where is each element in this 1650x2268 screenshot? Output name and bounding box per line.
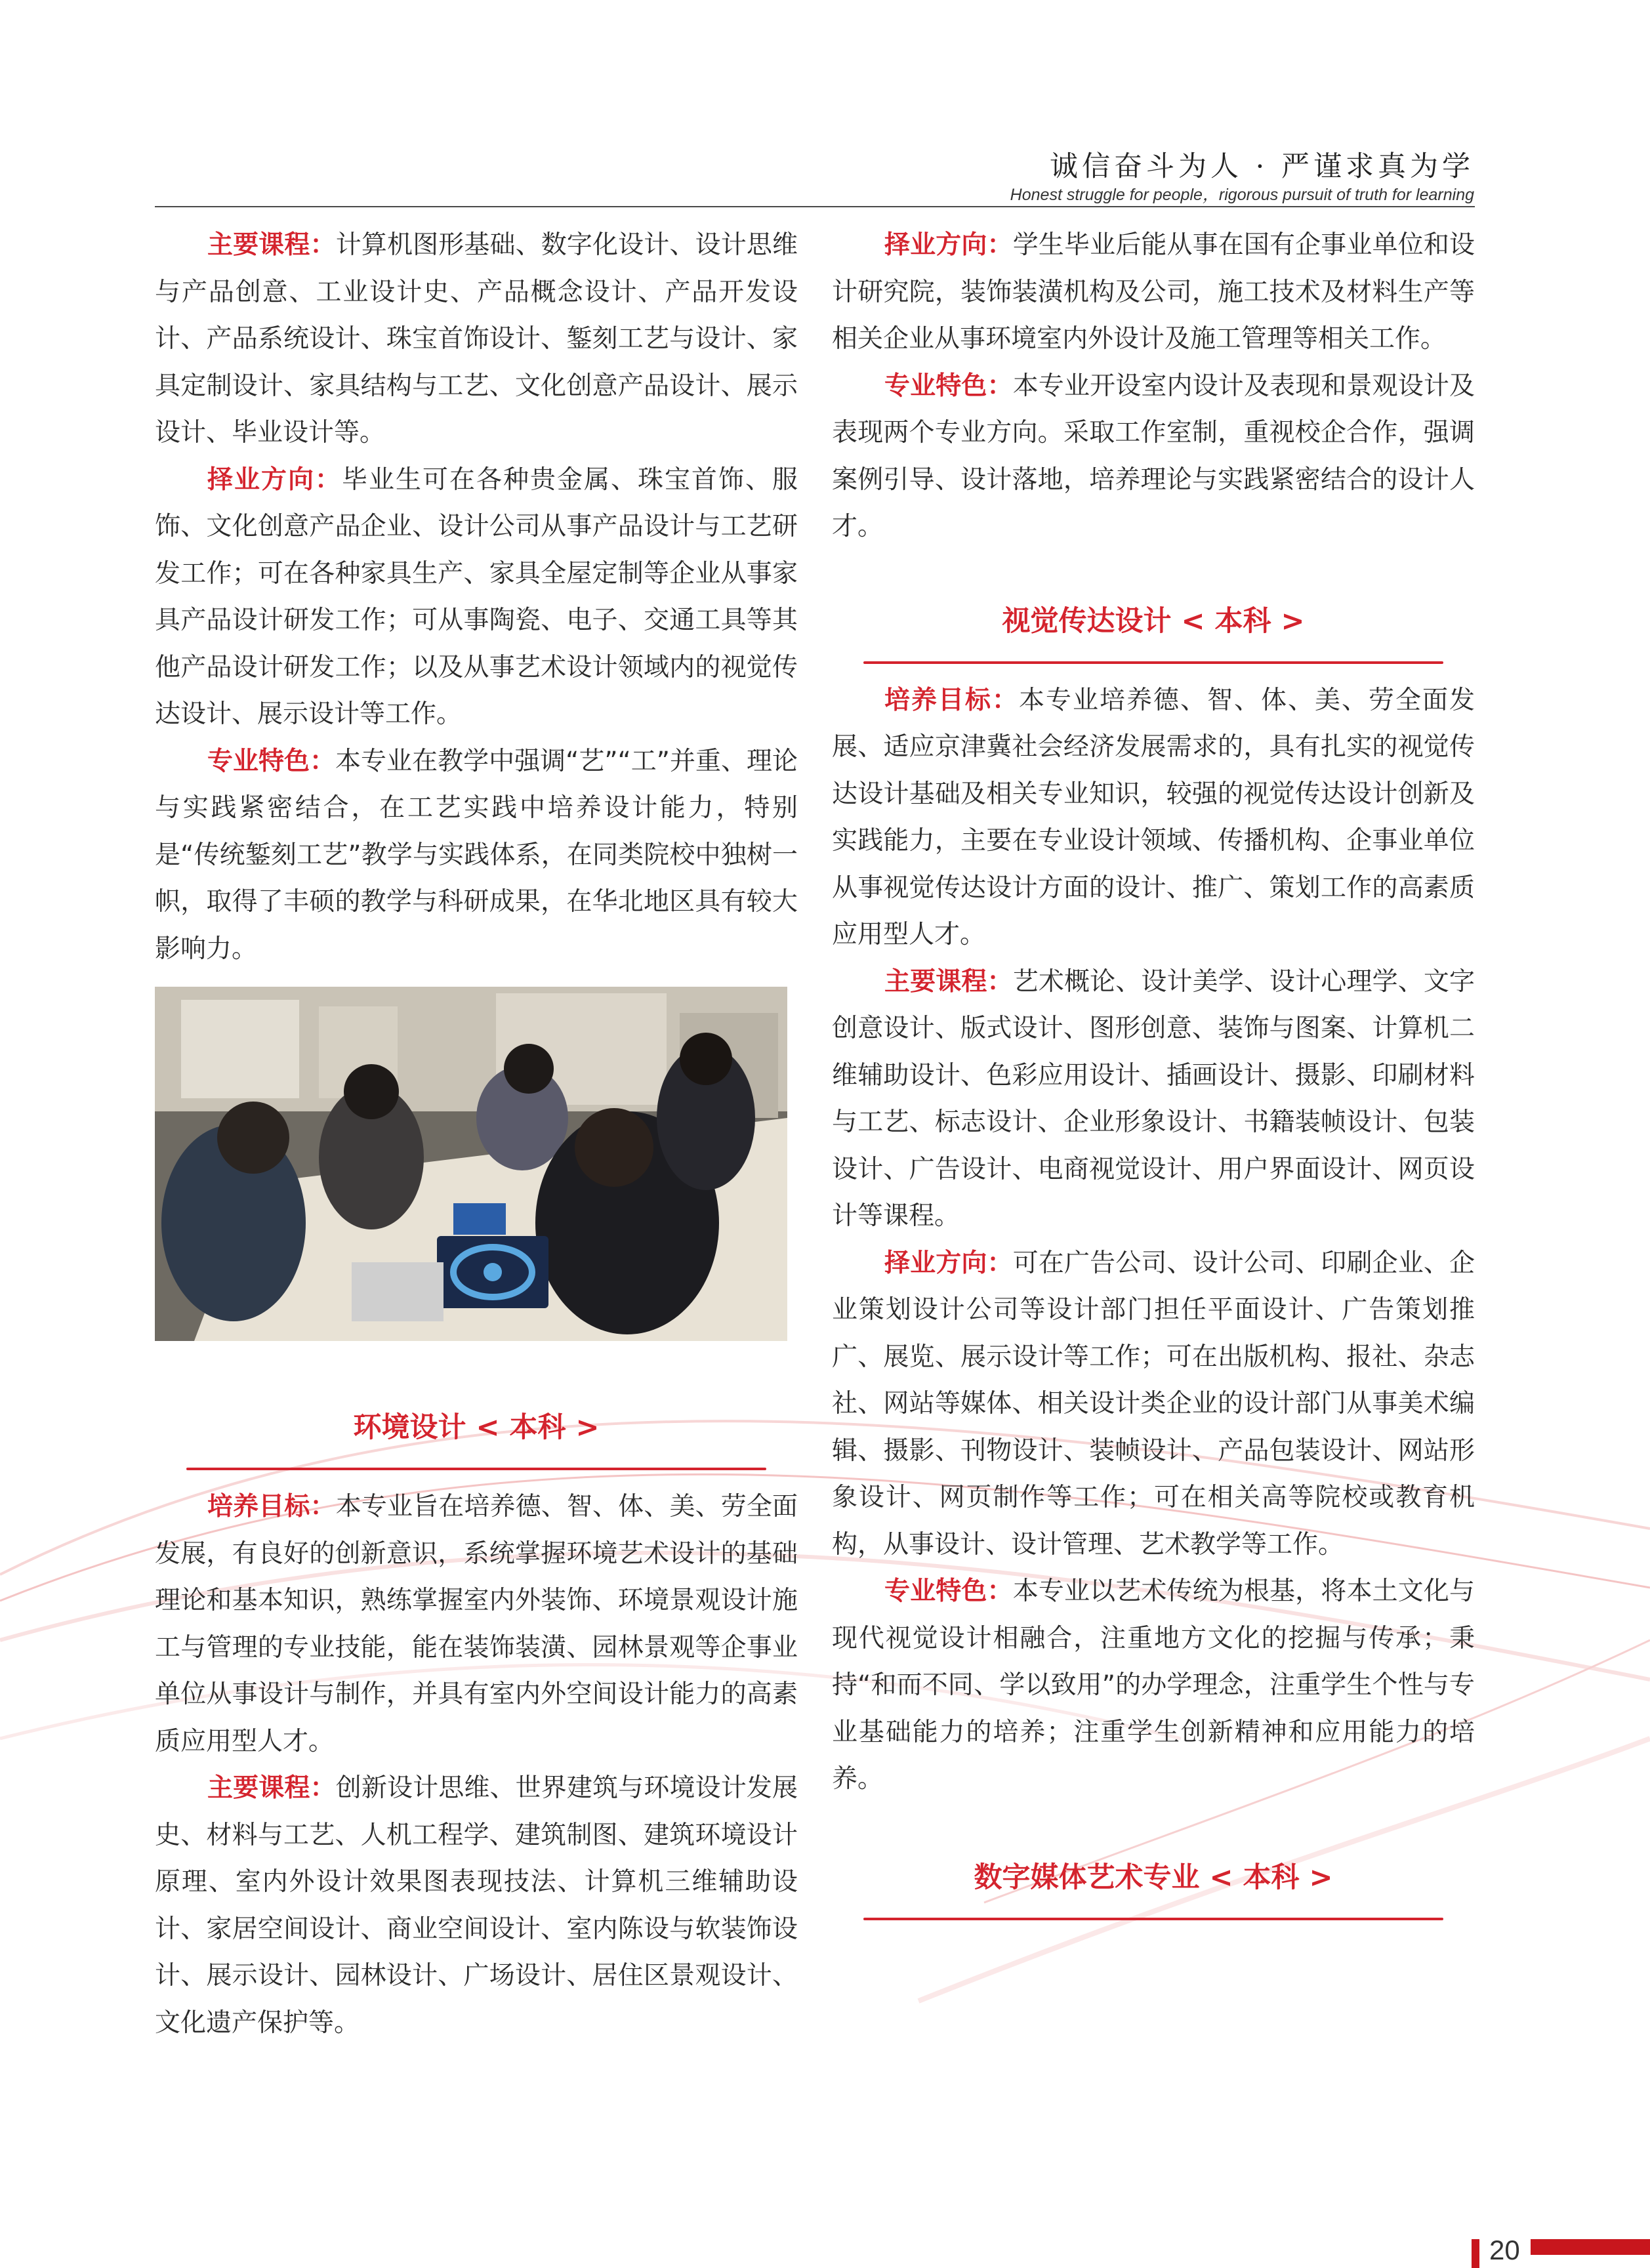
section-visual-communication (832, 599, 1475, 664)
paragraph-courses (155, 222, 798, 457)
section-rule-digital-media (863, 1918, 1443, 1920)
label-career: 择业方向： (207, 464, 342, 495)
paragraph-vis-goal (832, 677, 1475, 959)
label-env-career: 择业方向： (884, 230, 1013, 260)
text-env-goal: 本专业旨在培养德、智、体、美、劳全面发展，有良好的创新意识，系统掌握环境艺术设计的基础理论和基本知识，熟练掌握室内外装饰、环境景观设计施工与管理的专业技能，能在装饰装潢、园林景观等企事业单位从事设计与制作，并具有室内外空间设计能力的高素质应用型人才。 (155, 1492, 798, 1756)
motto-english: Honest struggle for people，rigorous pursuit of truth for learning (1010, 186, 1474, 204)
paragraph-env-goal (155, 1483, 798, 1765)
section-digital-media (832, 1855, 1475, 1920)
section-title-digital-media: 数字媒体艺术专业 < 本科 > (974, 1861, 1333, 1894)
page-footer-band (1531, 2239, 1650, 2255)
label-features: 专业特色： (207, 746, 336, 776)
page-number: 20 (1489, 2235, 1520, 2265)
section-environment-design (155, 1405, 798, 1470)
label-vis-features: 专业特色： (884, 1577, 1013, 1606)
section-title-visual: 视觉传达设计 < 本科 > (1002, 604, 1305, 638)
paragraph-env-courses (155, 1765, 798, 2046)
text-features: 本专业在教学中强调“艺”“工”并重、理论与实践紧密结合，在工艺实践中培养设计能力，特别是“传统錾刻工艺”教学与实践体系，在同类院校中独树一帜，取得了丰硕的教学与科研成果，在华北地区具有较大影响力。 (155, 746, 798, 964)
motto-chinese: 诚信奋斗为人 · 严谨求真为学 (1049, 150, 1474, 183)
label-main-courses: 主要课程： (207, 230, 336, 260)
text-env-courses: 创新设计思维、世界建筑与环境设计发展史、材料与工艺、人机工程学、建筑制图、建筑环境设计原理、室内外设计效果图表现技法、计算机三维辅助设计、家居空间设计、商业空间设计、室内陈设与软装饰设计、展示设计、园林设计、广场设计、居住区景观设计、文化遗产保护等。 (155, 1773, 798, 2038)
page-marker-bar (1472, 2239, 1479, 2268)
section-rule-visual (863, 661, 1443, 664)
paragraph-vis-courses (832, 959, 1475, 1240)
paragraph-features (155, 738, 798, 973)
text-env-career: 学生毕业后能从事在国有企事业单位和设计研究院，装饰装潢机构及公司，施工技术及材料生产等相关企业从事环境室内外设计及施工管理等相关工作。 (832, 230, 1475, 354)
paragraph-env-features (832, 363, 1475, 550)
paragraph-vis-career (832, 1240, 1475, 1569)
paragraph-env-career (832, 222, 1475, 363)
motto-block (1010, 150, 1474, 205)
left-column (155, 222, 798, 2046)
text-career: 毕业生可在各种贵金属、珠宝首饰、服饰、文化创意产品企业、设计公司从事产品设计与工艺研发工作；可在各种家具生产、家具全屋定制等企业从事家具产品设计研发工作；可从事陶瓷、电子、交通工具等其他产品设计研发工作；以及从事艺术设计领域内的视觉传达设计、展示设计等工作。 (155, 464, 798, 729)
text-vis-career: 可在广告公司、设计公司、印刷企业、企业策划设计公司等设计部门担任平面设计、广告策划推广、展览、展示设计等工作；可在出版机构、报社、杂志社、网站等媒体、相关设计类企业的设计部门从事美术编辑、摄影、刊物设计、装帧设计、产品包装设计、网站形象设计、网页制作等工作；可在相关高等院校或教育机构，从事设计、设计管理、艺术教学等工作。 (832, 1248, 1475, 1559)
text-vis-goal: 本专业培养德、智、体、美、劳全面发展、适应京津冀社会经济发展需求的，具有扎实的视觉传达设计基础及相关专业知识，较强的视觉传达设计创新及实践能力，主要在专业设计领域、传播机构、企事业单位从事视觉传达设计方面的设计、推广、策划工作的高素质应用型人才。 (832, 685, 1475, 949)
text-env-features: 本专业开设室内设计及表现和景观设计及表现两个专业方向。采取工作室制，重视校企合作，强调案例引导、设计落地，培养理论与实践紧密结合的设计人才。 (832, 371, 1475, 541)
classroom-photo (155, 987, 787, 1341)
label-vis-courses: 主要课程： (884, 966, 1013, 997)
right-column (832, 222, 1475, 1920)
label-vis-goal: 培养目标： (884, 685, 1019, 715)
text-vis-courses: 艺术概论、设计美学、设计心理学、文字创意设计、版式设计、图形创意、装饰与图案、计算机二维辅助设计、色彩应用设计、插画设计、摄影、印刷材料与工艺、标志设计、企业形象设计、书籍装帧设计、包装设计、广告设计、电商视觉设计、用户界面设计、网页设计等课程。 (832, 966, 1475, 1231)
header-divider (155, 206, 1475, 207)
label-vis-career: 择业方向： (884, 1248, 1013, 1278)
section-rule-environment (186, 1468, 766, 1470)
paragraph-vis-features (832, 1568, 1475, 1803)
section-title-environment: 环境设计 < 本科 > (353, 1411, 600, 1444)
label-env-courses: 主要课程： (207, 1773, 336, 1803)
text-main-courses: 计算机图形基础、数字化设计、设计思维与产品创意、工业设计史、产品概念设计、产品开发设计、产品系统设计、珠宝首饰设计、錾刻工艺与设计、家具定制设计、家具结构与工艺、文化创意产品设计、展示设计、毕业设计等。 (155, 230, 798, 447)
paragraph-career (155, 457, 798, 738)
text-vis-features: 本专业以艺术传统为根基，将本土文化与现代视觉设计相融合，注重地方文化的挖掘与传承；秉持“和而不同、学以致用”的办学理念，注重学生个性与专业基础能力的培养；注重学生创新精神和应用能力的培养。 (832, 1577, 1475, 1794)
label-env-features: 专业特色： (884, 371, 1013, 401)
label-env-goal: 培养目标： (207, 1492, 336, 1521)
